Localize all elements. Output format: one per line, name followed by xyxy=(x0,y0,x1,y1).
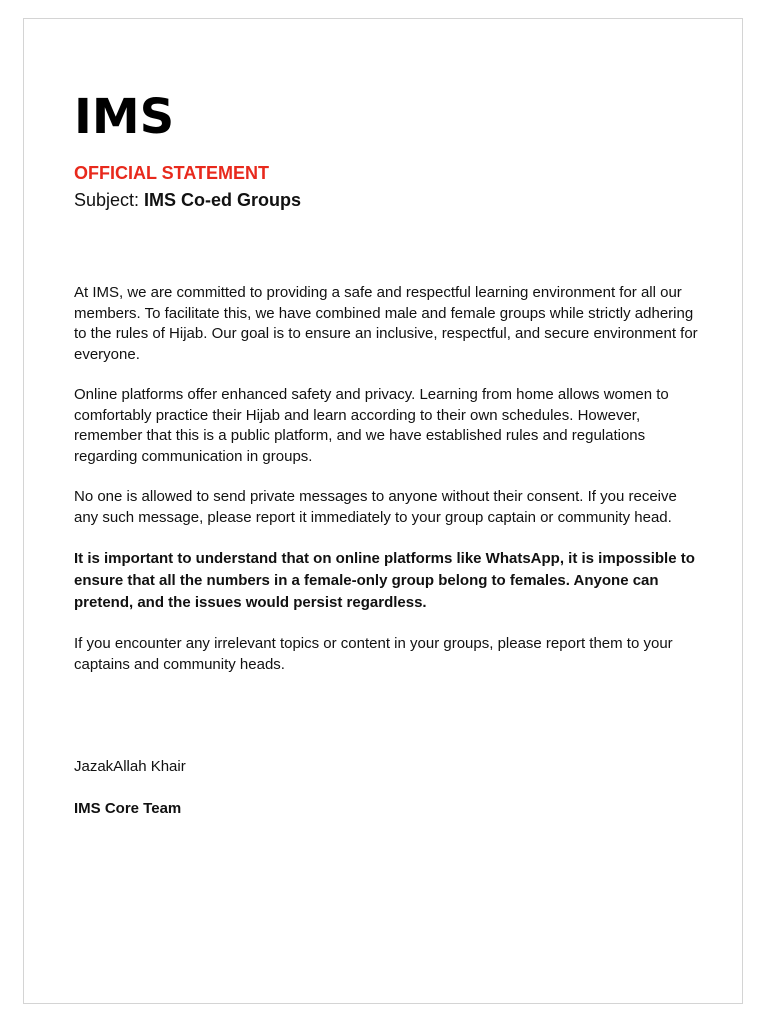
document-page xyxy=(23,18,743,1004)
ims-logo: IMS xyxy=(74,89,175,145)
official-statement-label: OFFICIAL STATEMENT xyxy=(74,163,269,183)
subject-line xyxy=(74,189,301,211)
subject-prefix: Subject: xyxy=(74,190,145,210)
closing-greeting: JazakAllah Khair xyxy=(74,758,186,775)
signature: IMS Core Team xyxy=(74,800,182,817)
statement-body xyxy=(74,283,700,695)
paragraph-important-notice: It is important to understand that on online platforms like WhatsApp, it is impossible to ensure that all the numbers in a female-only group belong to females. Anyone can pretend, and the issues would persist regardless. xyxy=(74,550,695,611)
paragraph-online-safety: Online platforms offer enhanced safety and privacy. Learning from home allows women to comfortably practice their Hijab and learn according to their own schedules. However, remember that this is a public platform, and we have established rules and regulations regarding communication in groups. xyxy=(74,386,669,465)
paragraph-commitment: At IMS, we are committed to providing a safe and respectful learning environment for all our members. To facilitate this, we have combined male and female groups while strictly adhering to the rules of Hijab. Our goal is to ensure an inclusive, respectful, and secure environment for everyone. xyxy=(74,284,698,363)
subject-value: IMS Co-ed Groups xyxy=(144,190,302,210)
paragraph-report-content: If you encounter any irrelevant topics or content in your groups, please report them to your captains and community heads. xyxy=(74,635,673,673)
paragraph-private-messages: No one is allowed to send private messages to anyone without their consent. If you receive any such message, please report it immediately to your group captain or community head. xyxy=(74,488,677,526)
